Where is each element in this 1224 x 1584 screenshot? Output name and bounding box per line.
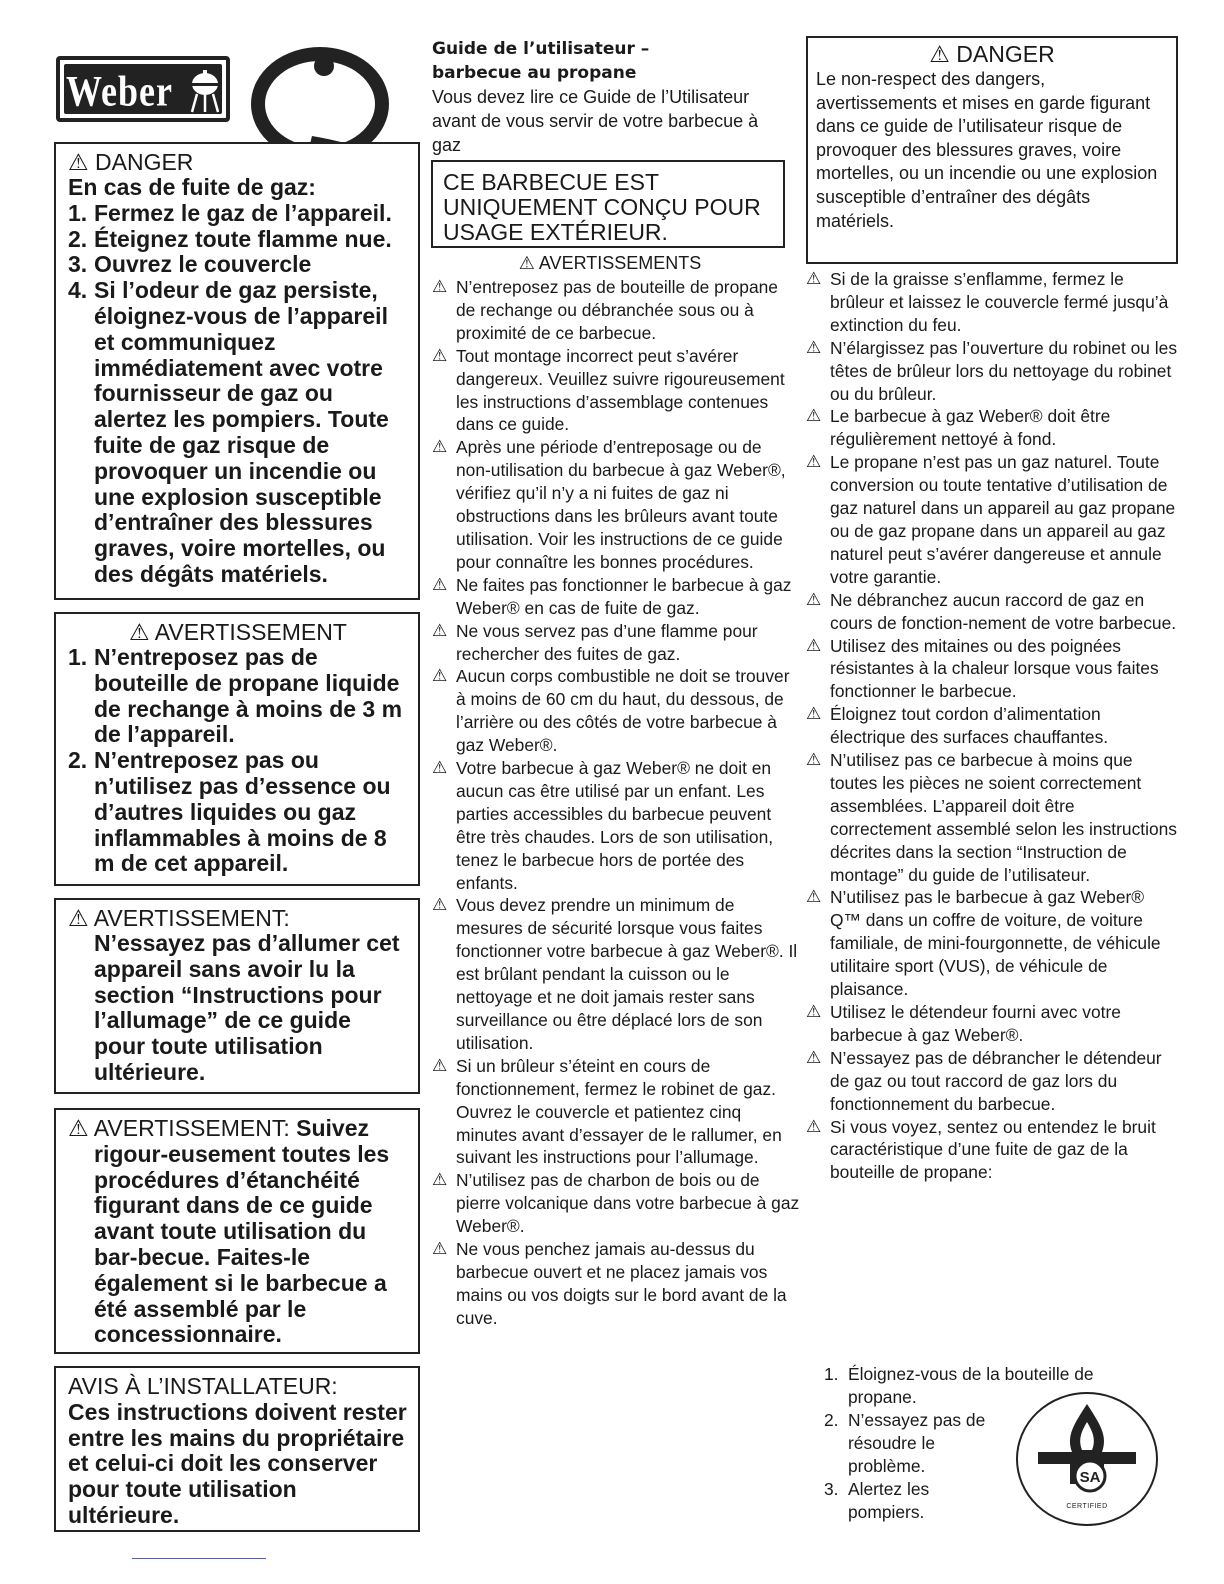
list-item: 1. N’entreposez pas de bouteille de propane liquide de rechange à moins de 3 m de l’appareil. (68, 644, 403, 748)
avertissement-heading: ⚠ AVERTISSEMENT (68, 620, 408, 645)
gas-leak-steps (68, 201, 408, 588)
warning-triangle-icon (68, 1115, 89, 1141)
list-item: ⚠ N’utilisez pas le barbecue à gaz Weber® Q™ dans un coffre de voiture, de voiture familiale, de mini-fourgonnette, de véhicule utilitaire sport (VUS), de véhicule de plaisance. (806, 886, 1178, 1001)
list-item: ⚠ Si un brûleur s’éteint en cours de fonctionnement, fermez le robinet de gaz. Ouvrez le couvercle et patientez cinq minutes avant d’essayer de le rallumer, en suivant les instructions pour l’allumage. (432, 1055, 800, 1170)
warning-triangle-icon (519, 253, 535, 273)
list-item: ⚠ N’essayez pas de débrancher le détendeur de gaz ou tout raccord de gaz lors du fonctionnement du barbecue. (806, 1047, 1178, 1116)
danger-subtitle: En cas de fuite de gaz: (68, 174, 316, 200)
list-item: ⚠ Utilisez des mitaines ou des poignées résistantes à la chaleur lorsque vous faites fonctionner le barbecue. (806, 635, 1178, 704)
list-item: ⚠ Le barbecue à gaz Weber® doit être régulièrement nettoyé à fond. (806, 405, 1178, 451)
list-item: 1. Éloignez-vous de la bouteille de propane. (824, 1364, 1094, 1407)
list-item: ⚠ Ne débranchez aucun raccord de gaz en cours de fonction-nement de votre barbecue. (806, 589, 1178, 635)
list-item: ⚠ Vous devez prendre un minimum de mesures de sécurité lorsque vous faites fonctionner votre barbecue à gaz Weber®. Il est brûlant pendant la cuisson ou le nettoyage et ne doit jamais rester sans surveillance ou être déplacé lors de son utilisation. (432, 894, 800, 1054)
warning-triangle-icon (929, 41, 950, 67)
warning-triangle-icon (129, 619, 150, 645)
avertissement-box-2 (54, 898, 420, 1094)
list-item: ⚠ Le propane n’est pas un gaz naturel. Toute conversion ou toute tentative d’utilisation de gaz naturel dans un appareil au gaz propane ou de gaz propane dans un appareil au gaz naturel peut s’avérer dangereuse et annule votre garantie. (806, 451, 1178, 588)
footer-rule (132, 1558, 266, 1559)
list-item: ⚠ N’élargissez pas l’ouverture du robinet ou les têtes de brûleur lors du nettoyage du robinet ou du brûleur. (806, 337, 1178, 406)
csa-certified-label: CERTIFIED (1066, 1503, 1108, 1510)
danger-general-text: Le non-respect des dangers, avertissements et mises en garde figurant dans ce guide de l’utilisateur risque de provoquer des blessures graves, voire mortelles, ou un incendie ou une explosion susceptible d’entraîner des dégâts matériels. (816, 69, 1158, 231)
propane-storage-list (68, 645, 408, 877)
avertissement-heading: ⚠ AVERTISSEMENT: (68, 906, 408, 931)
list-item: 3. Ouvrez le couvercle (68, 251, 312, 278)
guide-title-block (432, 37, 792, 157)
danger-general-box (806, 36, 1178, 264)
middle-warnings-list (432, 276, 800, 1330)
list-item: 2. Éteignez toute flamme nue. (68, 225, 392, 252)
list-item: ⚠ Votre barbecue à gaz Weber® ne doit en aucun cas être utilisé par un enfant. Les parties accessibles du barbecue peuvent être très chaudes. Lors de son utilisation, tenez le barbecue hors de portée des enfants. (432, 757, 800, 894)
avertissement-box-3 (54, 1108, 420, 1354)
list-item: ⚠ N’utilisez pas ce barbecue à moins que toutes les pièces ne soient correctement assemblées. L’appareil doit être correctement assemblé selon les instructions décrites dans la section “Instruction de montage” du guide de l’utilisateur. (806, 749, 1178, 886)
warning-triangle-icon (68, 149, 89, 175)
weber-logo (56, 56, 230, 122)
list-item: 2. N’entreposez pas ou n’utilisez pas d’essence ou d’autres liquides ou gaz inflammables à moins de 8 m de cet appareil. (68, 747, 391, 877)
danger-gas-leak-box (54, 142, 420, 600)
guide-intro: Vous devez lire ce Guide de l’Utilisateur avant de vous servir de votre barbecue à gaz (432, 87, 759, 155)
guide-title-line-1: Guide de l’utilisateur – (432, 39, 650, 59)
lighting-warning-text: N’essayez pas d’allumer cet appareil sans avoir lu la section “Instructions pour l’allumage” de ce guide pour toute utilisation ultérieure. (94, 930, 400, 1085)
list-item: ⚠ Ne faites pas fonctionner le barbecue à gaz Weber® en cas de fuite de gaz. (432, 574, 800, 620)
list-item: ⚠ Si de la graisse s’enflamme, fermez le brûleur et laissez le couvercle fermé jusqu’à extinction du feu. (806, 268, 1178, 337)
list-item: ⚠ Tout montage incorrect peut s’avérer dangereux. Veuillez suivre rigoureusement les instructions d’assemblage contenues dans ce guide. (432, 345, 800, 437)
list-item: 4. Si l’odeur de gaz persiste, éloignez-vous de l’appareil et communiquez immédiatement avec votre fournisseur de gaz ou alertez les pompiers. Toute fuite de gaz risque de provoquer un incendie ou une explosion susceptible d’entraîner des blessures graves, voire mortelles, ou des dégâts matériels. (68, 277, 389, 587)
danger-heading: ⚠ DANGER (816, 40, 1168, 68)
list-item: ⚠ Aucun corps combustible ne doit se trouver à moins de 60 cm du haut, du dessous, de l’arrière ou des côtés de votre barbecue à gaz Weber®. (432, 665, 800, 757)
installer-text: Ces instructions doivent rester entre les mains du propriétaire et celui-ci doit les conserver pour toute utilisation ultérieure. (68, 1398, 407, 1528)
avertissement-box-1 (54, 612, 420, 886)
list-item: ⚠ Si vous voyez, sentez ou entendez le bruit caractéristique d’une fuite de gaz de la bouteille de propane: (806, 1116, 1178, 1185)
warnings-heading: ⚠ AVERTISSEMENTS (432, 252, 788, 274)
leak-test-warning-text: ⚠ AVERTISSEMENT: Suivez rigour-eusement toutes les procédures d’étanchéité figurant dans de ce guide avant toute utilisation du bar-becue. Faites-le également si le barbecue a été assemblé par le concessionnaire. (68, 1116, 408, 1348)
installer-heading: AVIS À L’INSTALLATEUR: (68, 1373, 338, 1399)
installer-notice-box (54, 1366, 420, 1532)
weber-wordmark: Weber (66, 67, 173, 116)
list-item: 3. Alertez les pompiers. (824, 1479, 930, 1522)
list-item: ⚠ Ne vous penchez jamais au-dessus du barbecue ouvert et ne placez jamais vos mains ou vos doigts sur le bord avant de la cuve. (432, 1238, 800, 1330)
list-item: ⚠ N’utilisez pas de charbon de bois ou de pierre volcanique dans votre barbecue à gaz Weber®. (432, 1169, 800, 1238)
outdoor-use-notice: CE BARBECUE EST UNIQUEMENT CONÇU POUR USAGE EXTÉRIEUR. (431, 160, 785, 248)
danger-heading: ⚠ DANGER (68, 150, 408, 175)
csa-mark: SA (1079, 1469, 1101, 1486)
guide-title-line-2: barbecue au propane (432, 63, 637, 83)
kettle-grill-icon (188, 68, 222, 114)
list-item: 2. N’essayez pas de résoudre le problème. (824, 1410, 986, 1476)
list-item: 1. Fermez le gaz de l’appareil. (68, 199, 392, 226)
list-item: ⚠ Éloignez tout cordon d’alimentation électrique des surfaces chauffantes. (806, 703, 1178, 749)
csa-certified-badge (1014, 1390, 1160, 1528)
list-item: ⚠ Après une période d’entreposage ou de non-utilisation du barbecue à gaz Weber®, vérifiez qu’il n’y a ni fuites de gaz ni obstructions dans les brûleurs avant toute utilisation. Voir les instructions de ce guide pour connaître les bonnes procédures. (432, 436, 800, 573)
warning-triangle-icon (68, 905, 89, 931)
list-item: ⚠ N’entreposez pas de bouteille de propane de rechange ou débranchée sous ou à proximité de ce barbecue. (432, 276, 800, 345)
list-item: ⚠ Ne vous servez pas d’une flamme pour rechercher des fuites de gaz. (432, 620, 800, 666)
right-warnings-list (806, 268, 1178, 1184)
list-item: ⚠ Utilisez le détendeur fourni avec votre barbecue à gaz Weber®. (806, 1001, 1178, 1047)
